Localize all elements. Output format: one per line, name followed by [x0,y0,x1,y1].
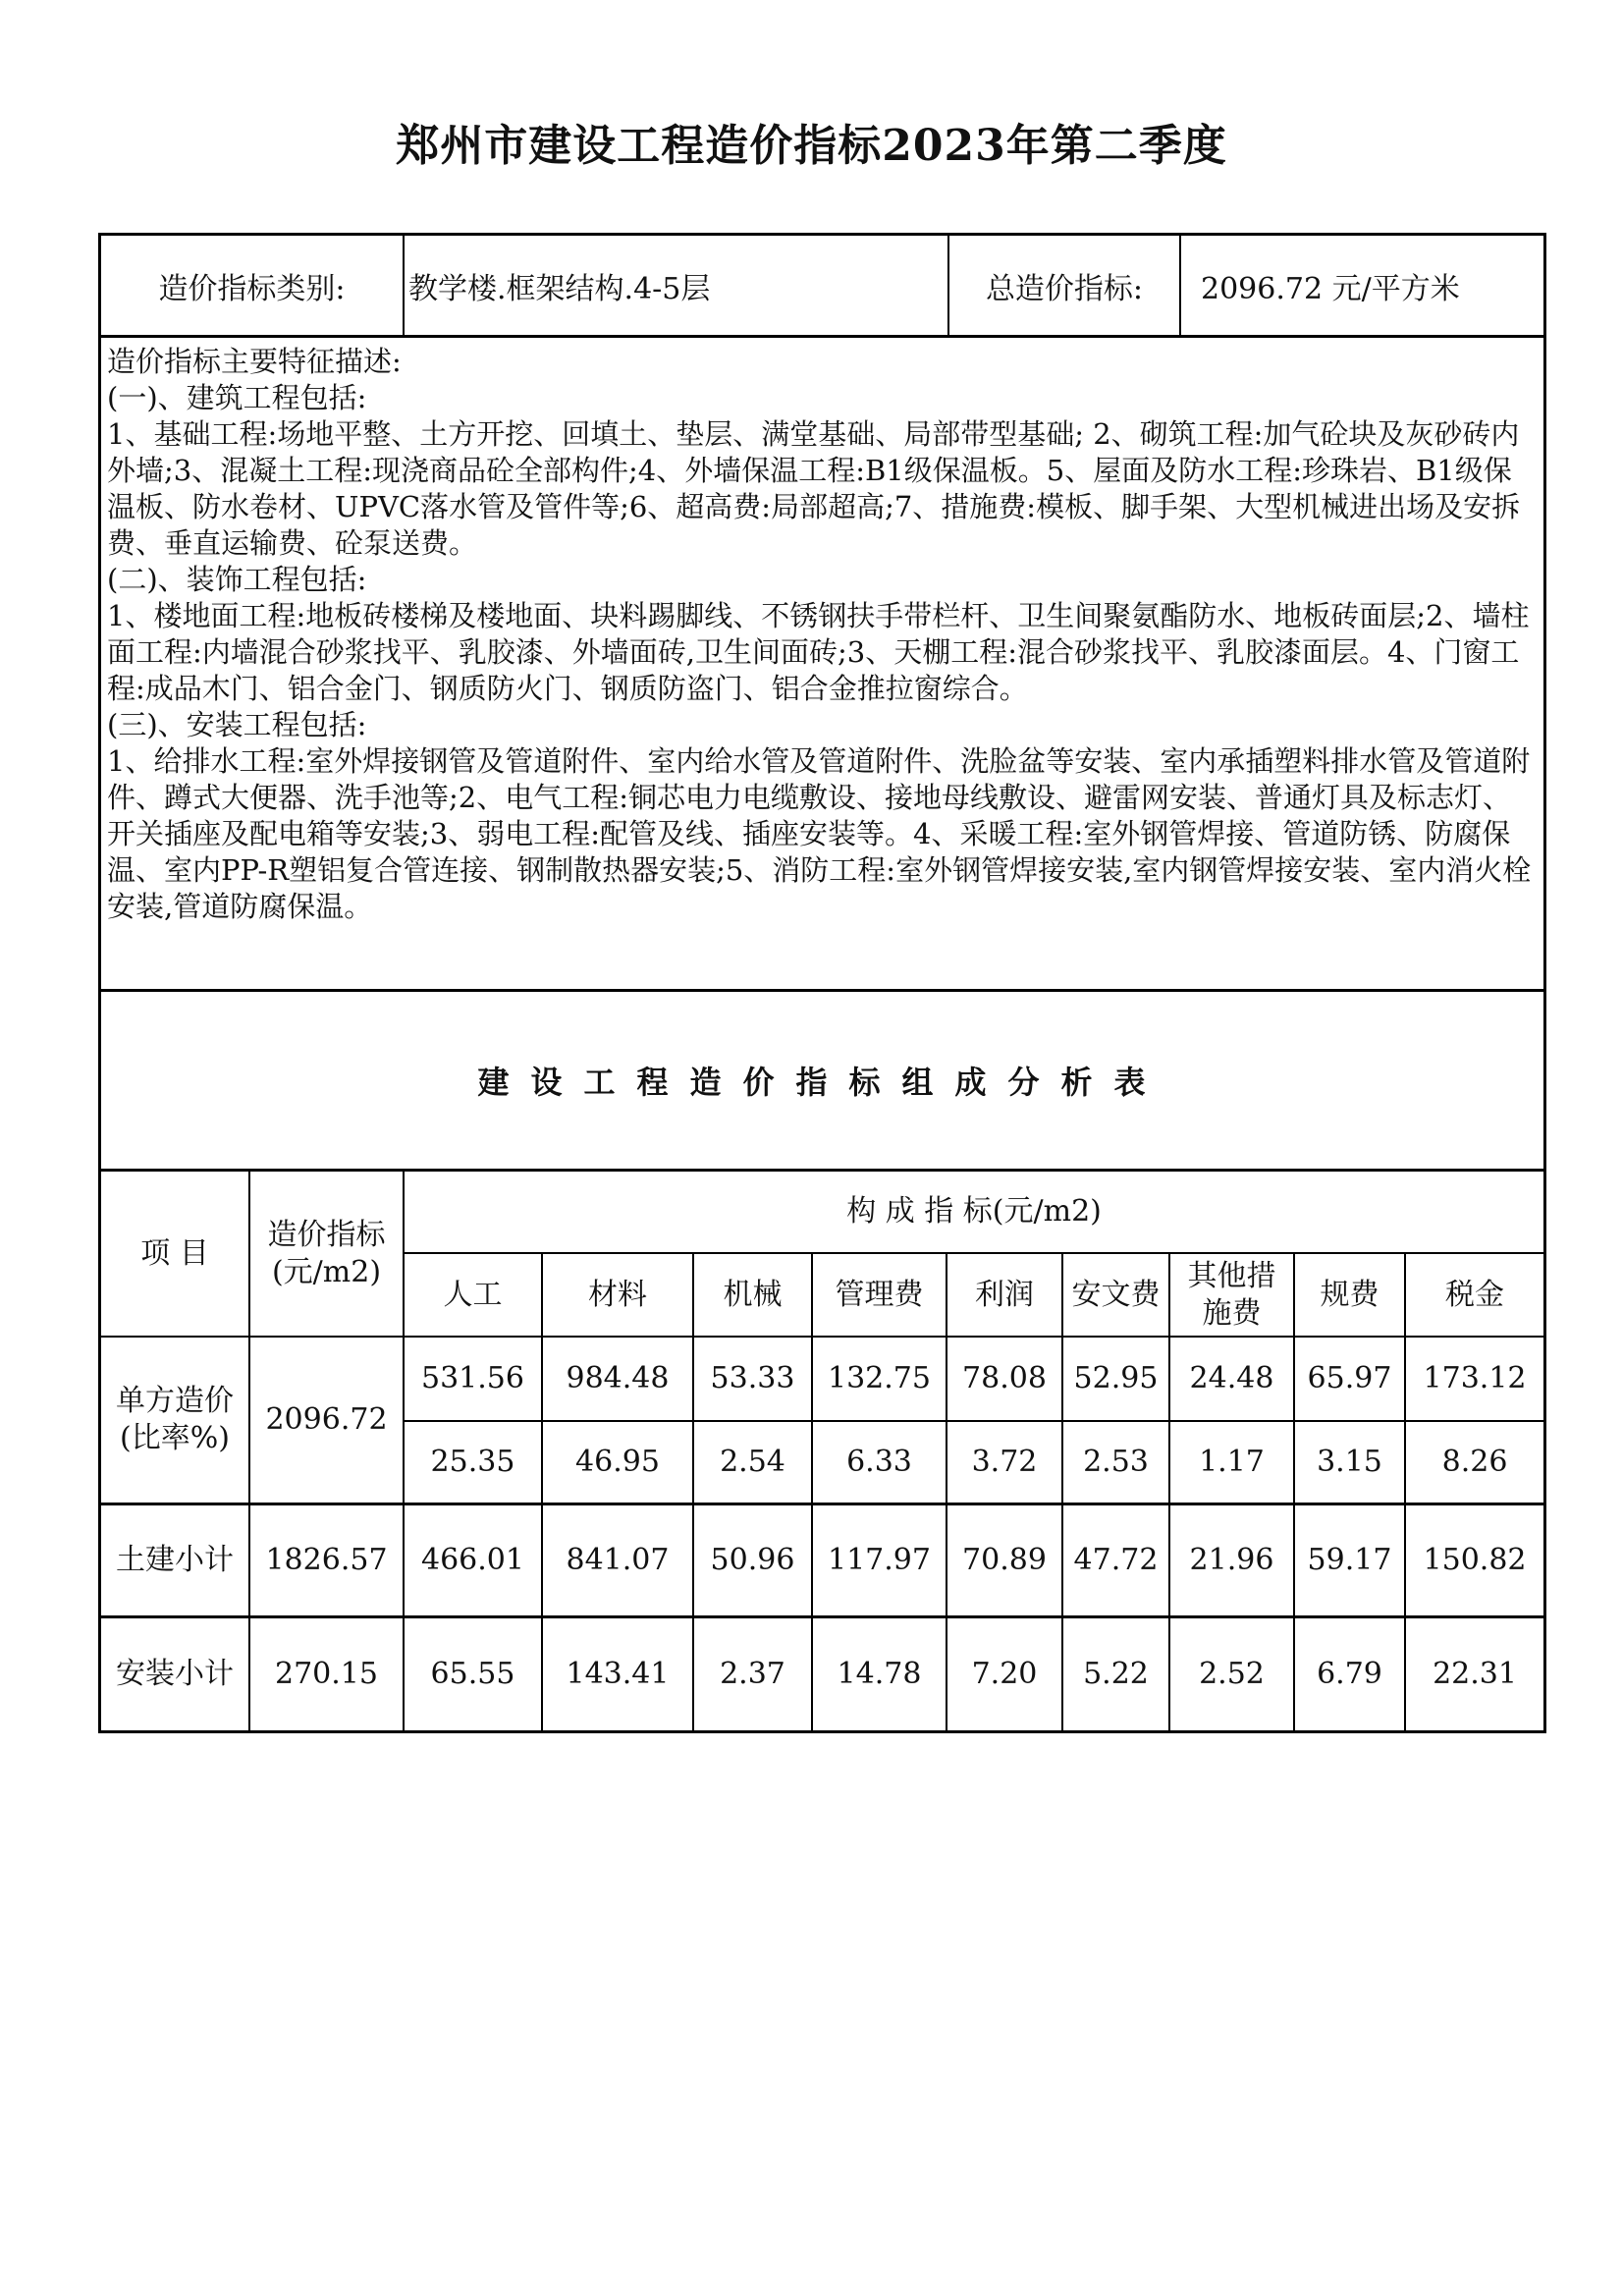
table-cell: 65.97 [1294,1337,1405,1421]
header-row-1 [101,1172,1543,1253]
civil-subtotal-total: 1826.57 [249,1503,404,1616]
table-cell: 59.17 [1294,1503,1405,1616]
description-heading: 造价指标主要特征描述: [107,345,402,378]
table-cell: 984.48 [542,1337,693,1421]
table-cell: 22.31 [1405,1616,1543,1730]
table-cell: 21.96 [1169,1503,1294,1616]
table-cell: 6.79 [1294,1616,1405,1730]
category-label: 造价指标类别: [101,236,405,335]
install-subtotal-row [101,1616,1543,1730]
table-cell: 47.72 [1062,1503,1169,1616]
page-title: 郑州市建设工程造价指标2023年第二季度 [396,121,1227,171]
table-cell: 8.26 [1405,1421,1543,1503]
header-col-other-measures: 其他措施费 [1169,1253,1294,1337]
table-cell: 531.56 [404,1337,542,1421]
header-col-labor: 人工 [404,1253,542,1337]
header-col-profit: 利润 [947,1253,1062,1337]
table-cell: 53.33 [693,1337,812,1421]
table-cell: 2.37 [693,1616,812,1730]
install-subtotal-label: 安装小计 [101,1616,249,1730]
civil-subtotal-row [101,1503,1543,1616]
section-heading-decoration: (二)、装饰工程包括: [107,563,367,596]
table-cell: 3.72 [947,1421,1062,1503]
civil-subtotal-label: 土建小计 [101,1503,249,1616]
header-col-fees: 规费 [1294,1253,1405,1337]
feature-description [101,338,1543,992]
table-cell: 7.20 [947,1616,1062,1730]
section-text-building: 1、基础工程:场地平整、土方开挖、回填土、垫层、满堂基础、局部带型基础; 2、砌筑工程:加气砼块及灰砂砖内外墙;3、混凝土工程:现浇商品砼全部构件;4、外墙保温工程:B1级保温板。5、屋面及防水工程:珍珠岩、B1级保温板、防水卷材、UPVC落水管及管件等;6、超高费:局部超高;7、措施费:模板、脚手架、大型机械进出场及安拆费、垂直运输费、砼泵送费。 [107,417,1521,560]
unit-cost-total: 2096.72 [249,1337,404,1503]
header-index [249,1172,404,1337]
table-cell: 173.12 [1405,1337,1543,1421]
section-text-decoration: 1、楼地面工程:地板砖楼梯及楼地面、块料踢脚线、不锈钢扶手带栏杆、卫生间聚氨酯防水、地板砖面层;2、墙柱面工程:内墙混合砂浆找平、乳胶漆、外墙面砖,卫生间面砖;3、天棚工程:混合砂浆找平、乳胶漆面层。4、门窗工程:成品木门、铝合金门、钢质防火门、钢质防盗门、铝合金推拉窗综合。 [107,599,1530,705]
table-cell: 78.08 [947,1337,1062,1421]
header-col-management: 管理费 [812,1253,947,1337]
table-cell: 50.96 [693,1503,812,1616]
table-cell: 2.52 [1169,1616,1294,1730]
total-label: 总造价指标: [949,236,1181,335]
section-heading-installation: (三)、安装工程包括: [107,708,367,741]
header-composition: 构 成 指 标(元/m2) [404,1172,1543,1253]
table-cell: 466.01 [404,1503,542,1616]
table-cell: 2.53 [1062,1421,1169,1503]
table-cell: 5.22 [1062,1616,1169,1730]
header-col-safety: 安文费 [1062,1253,1169,1337]
header-col-tax: 税金 [1405,1253,1543,1337]
table-cell: 3.15 [1294,1421,1405,1503]
table-cell: 25.35 [404,1421,542,1503]
header-index-line1: 造价指标 [267,1217,386,1252]
table-cell: 2.54 [693,1421,812,1503]
header-index-line2: (元/m2) [271,1254,382,1289]
cost-index-sheet [98,233,1546,1733]
header-item: 项 目 [101,1172,249,1337]
total-value: 2096.72 元/平方米 [1201,271,1460,306]
info-row [101,236,1543,338]
unit-cost-label: 单方造价(比率%) [101,1337,249,1503]
table-cell: 1.17 [1169,1421,1294,1503]
table-cell: 132.75 [812,1337,947,1421]
unit-cost-row [101,1337,1543,1421]
analysis-subtitle: 建设工程造价指标组成分析表 [101,992,1543,1172]
table-cell: 70.89 [947,1503,1062,1616]
section-text-installation: 1、给排水工程:室外焊接钢管及管道附件、室内给水管及管道附件、洗脸盆等安装、室内承插塑料排水管及管道附件、蹲式大便器、洗手池等;2、电气工程:铜芯电力电缆敷设、接地母线敷设、避雷网安装、普通灯具及标志灯、开关插座及配电箱等安装;3、弱电工程:配管及线、插座安装等。4、采暖工程:室外钢管焊接、管道防锈、防腐保温、室内PP-R塑铝复合管连接、钢制散热器安装;5、消防工程:室外钢管焊接安装,室内钢管焊接安装、室内消火栓安装,管道防腐保温。 [107,744,1532,923]
table-cell: 46.95 [542,1421,693,1503]
table-cell: 24.48 [1169,1337,1294,1421]
header-col-material: 材料 [542,1253,693,1337]
install-subtotal-total: 270.15 [249,1616,404,1730]
table-cell: 117.97 [812,1503,947,1616]
header-col-machinery: 机械 [693,1253,812,1337]
table-cell: 143.41 [542,1616,693,1730]
table-cell: 150.82 [1405,1503,1543,1616]
analysis-table [101,1172,1543,1730]
table-cell: 65.55 [404,1616,542,1730]
table-cell: 14.78 [812,1616,947,1730]
table-cell: 841.07 [542,1503,693,1616]
section-heading-building: (一)、建筑工程包括: [107,381,367,414]
table-cell: 52.95 [1062,1337,1169,1421]
table-cell: 6.33 [812,1421,947,1503]
category-value: 教学楼.框架结构.4-5层 [405,236,949,335]
